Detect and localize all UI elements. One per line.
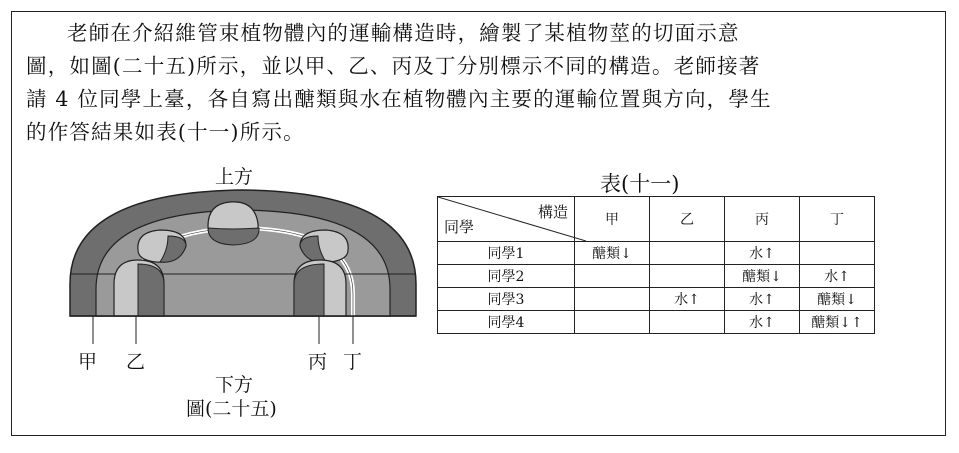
row-student-name: 同學2	[438, 265, 575, 288]
table-cell: 醣類↓↑	[800, 311, 875, 334]
table-cell: 水↑	[725, 288, 800, 311]
column-header: 甲	[575, 197, 650, 242]
table-cell	[575, 288, 650, 311]
paragraph-line-3: 請 4 位同學上臺，各自寫出醣類與水在植物體內主要的運輸位置與方向，學生	[26, 87, 772, 111]
table-cell	[800, 242, 875, 265]
table-corner-cell	[438, 197, 575, 242]
figure-bottom-label: 下方	[215, 374, 254, 396]
paragraph-line-1: 老師在介紹維管束植物體內的運輸構造時，繪製了某植物莖的切面示意	[67, 21, 740, 45]
table-title: 表(十一)	[600, 172, 680, 196]
row-student-name: 同學1	[438, 242, 575, 265]
label-jia: 甲	[78, 351, 98, 373]
stem-cross-section-figure	[68, 160, 418, 430]
table-cell	[650, 265, 725, 288]
table-cell: 水↑	[725, 242, 800, 265]
column-header: 乙	[650, 197, 725, 242]
stem-diagram	[68, 184, 418, 384]
column-header: 丁	[800, 197, 875, 242]
table-cell: 水↑	[725, 311, 800, 334]
header-structure: 構造	[537, 203, 568, 221]
table-cell: 醣類↓	[800, 288, 875, 311]
figure-top-label: 上方	[215, 166, 254, 188]
paragraph-line-2: 圖，如圖(二十五)所示，並以甲、乙、丙及丁分別標示不同的構造。老師接著	[26, 54, 761, 78]
label-yi: 乙	[126, 351, 146, 373]
table-cell: 水↑	[650, 288, 725, 311]
figure-caption: 圖(二十五)	[186, 398, 277, 420]
paragraph-line-4: 的作答結果如表(十一)所示。	[26, 120, 305, 144]
table-row	[438, 242, 875, 265]
table-cell	[575, 311, 650, 334]
table-header-row	[438, 197, 875, 242]
table-cell: 醣類↓	[725, 265, 800, 288]
table-cell	[575, 265, 650, 288]
header-student: 同學	[444, 218, 475, 236]
table-cell: 醣類↓	[575, 242, 650, 265]
table-cell: 水↑	[800, 265, 875, 288]
column-header: 丙	[725, 197, 800, 242]
row-student-name: 同學4	[438, 311, 575, 334]
table-cell	[650, 311, 725, 334]
label-bing: 丙	[308, 351, 328, 373]
question-paragraph	[26, 17, 936, 149]
table-cell	[650, 242, 725, 265]
table-row	[438, 311, 875, 334]
table-row	[438, 288, 875, 311]
label-ding: 丁	[343, 351, 363, 373]
row-student-name: 同學3	[438, 288, 575, 311]
table-row	[438, 265, 875, 288]
answer-table	[437, 196, 875, 334]
